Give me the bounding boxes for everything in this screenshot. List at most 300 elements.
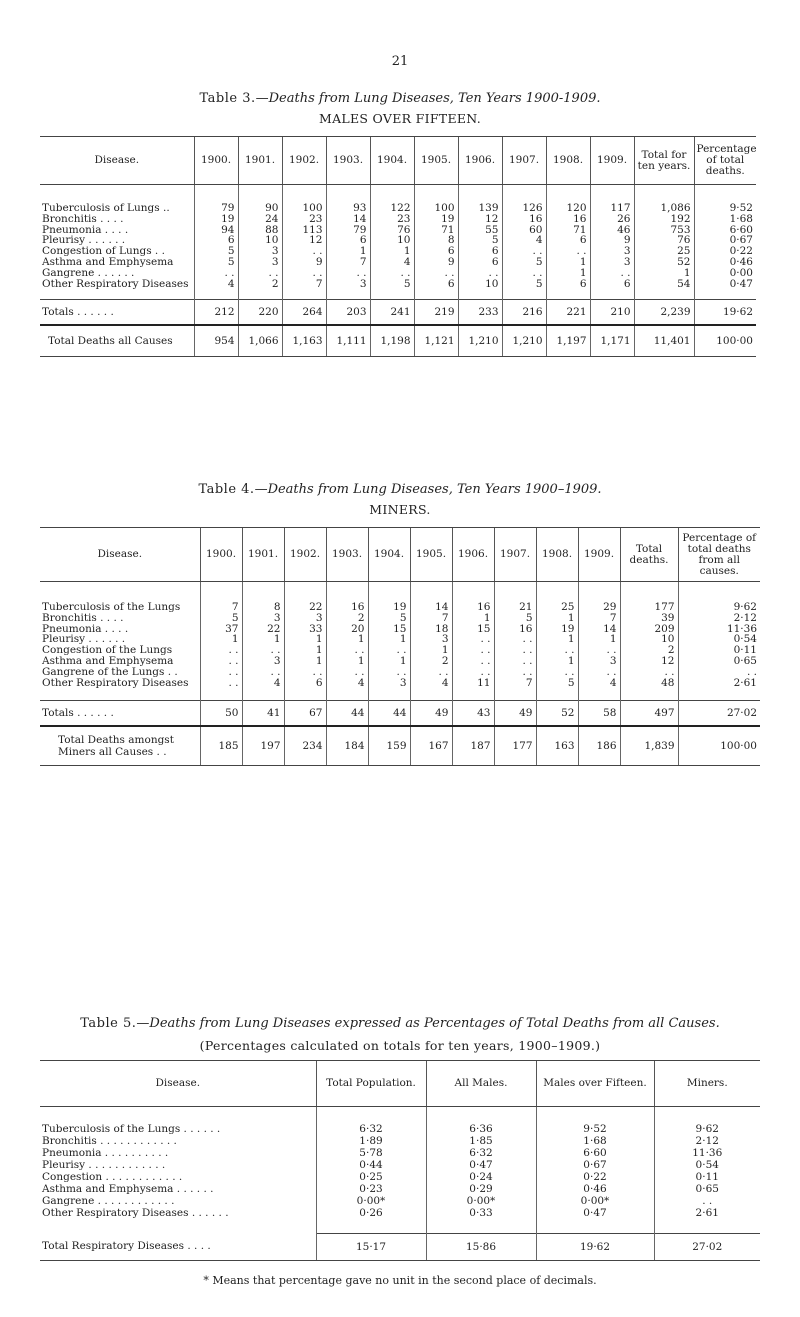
- table-cell: 6: [284, 678, 326, 689]
- table-cell: 0·00*: [426, 1195, 536, 1207]
- column-header: 1904.: [370, 137, 414, 185]
- table-cell: 71: [414, 225, 458, 236]
- table-cell: 79: [194, 203, 238, 214]
- table-cell: 221: [546, 300, 590, 326]
- table-cell: 0·00*: [316, 1195, 426, 1207]
- table-cell: 3: [238, 257, 282, 268]
- table-cell: 6: [326, 235, 370, 246]
- table-cell: 55: [458, 225, 502, 236]
- table-cell: . .: [620, 667, 678, 678]
- table-cell: 6·32: [316, 1123, 426, 1135]
- row-label: Tuberculosis of the Lungs . . . . . .: [42, 1123, 221, 1135]
- table-cell: . .: [200, 678, 242, 689]
- row-label: Pneumonia . . . .: [42, 223, 129, 236]
- table-cell: . .: [578, 645, 620, 656]
- table-cell: 0·11: [654, 1171, 760, 1183]
- table-cell: 11·36: [678, 624, 760, 635]
- table-cell: 16: [502, 214, 546, 225]
- table-cell: 1,171: [590, 325, 634, 357]
- table-cell: 16: [494, 624, 536, 635]
- table-cell: 100·00: [678, 726, 760, 766]
- table-cell: 2·61: [678, 678, 760, 689]
- spacer-cell: [326, 289, 370, 300]
- table-cell: 0·47: [426, 1159, 536, 1171]
- table-cell: 0·00*: [536, 1195, 654, 1207]
- table-cell: 2,239: [634, 300, 694, 326]
- spacer-cell: [536, 1219, 654, 1234]
- table-cell: . .: [194, 268, 238, 279]
- table-cell: 192: [634, 214, 694, 225]
- table-cell: 9·62: [654, 1123, 760, 1135]
- spacer-cell: [590, 185, 634, 204]
- column-header: 1902.: [282, 137, 326, 185]
- spacer-cell: [458, 289, 502, 300]
- table-cell: 1: [634, 268, 694, 279]
- table-cell: 0·24: [426, 1171, 536, 1183]
- table-cell: 79: [326, 225, 370, 236]
- table-cell: 4: [326, 678, 368, 689]
- table5-subtitle: (Percentages calculated on totals for ten years, 1900–1909.): [199, 1038, 601, 1053]
- table-cell: 1,198: [370, 325, 414, 357]
- table-cell: 7: [282, 279, 326, 290]
- table-cell: 76: [634, 235, 694, 246]
- row-label: Totals . . . . . .: [40, 300, 194, 326]
- row-label: Bronchitis . . . . . . . . . . . .: [42, 1135, 177, 1147]
- table-cell: 1,163: [282, 325, 326, 357]
- table-cell: 3: [326, 279, 370, 290]
- table-cell: 1,066: [238, 325, 282, 357]
- table-cell: 10: [620, 634, 678, 645]
- table-cell: 1: [284, 634, 326, 645]
- table-cell: . .: [282, 246, 326, 257]
- table-cell: 1: [326, 634, 368, 645]
- table-cell: . .: [414, 268, 458, 279]
- table5-title: —Deaths from Lung Diseases expressed as Percentages of Total Deaths from all Causes.: [136, 1016, 720, 1031]
- table-cell: 0·54: [654, 1159, 760, 1171]
- table-cell: 1·68: [694, 214, 756, 225]
- table-cell: 6: [458, 246, 502, 257]
- table-cell: 19: [368, 602, 410, 613]
- table-cell: . .: [546, 246, 590, 257]
- spacer-cell: [458, 185, 502, 204]
- table-cell: 21: [494, 602, 536, 613]
- table-cell: 0·67: [536, 1159, 654, 1171]
- table-cell: 10: [458, 279, 502, 290]
- table-cell: 1: [578, 634, 620, 645]
- table5-caption: [0, 1016, 800, 1031]
- table-cell: 11·36: [654, 1147, 760, 1159]
- table-cell: . .: [282, 268, 326, 279]
- spacer-cell: [326, 582, 368, 603]
- table-cell: . .: [494, 634, 536, 645]
- spacer-cell: [620, 688, 678, 701]
- table4-title: —Deaths from Lung Diseases, Ten Years 1900–1909.: [254, 482, 602, 497]
- row-label-line: Total Deaths amongst: [58, 734, 174, 747]
- spacer-cell: [40, 582, 200, 603]
- table-cell: 39: [620, 613, 678, 624]
- table-cell: 753: [634, 225, 694, 236]
- table-cell: 52: [536, 701, 578, 727]
- table-cell: . .: [678, 667, 760, 678]
- spacer-cell: [242, 688, 284, 701]
- table-cell: 5: [368, 613, 410, 624]
- table-cell: . .: [326, 667, 368, 678]
- table-cell: . .: [502, 246, 546, 257]
- row-label: Asthma and Emphysema: [42, 654, 174, 667]
- spacer-cell: [426, 1107, 536, 1124]
- table-cell: 5·78: [316, 1147, 426, 1159]
- spacer-cell: [284, 688, 326, 701]
- table-cell: 1,121: [414, 325, 458, 357]
- table-cell: 2·12: [678, 613, 760, 624]
- spacer-cell: [368, 582, 410, 603]
- table-cell: 12: [282, 235, 326, 246]
- table-cell: 22: [242, 624, 284, 635]
- table-cell: 1·68: [536, 1135, 654, 1147]
- table-cell: 3: [590, 246, 634, 257]
- table-row: [40, 613, 760, 624]
- table-cell: 6: [546, 235, 590, 246]
- table-cell: 12: [620, 656, 678, 667]
- table-cell: 10: [238, 235, 282, 246]
- table-cell: 0·47: [536, 1207, 654, 1219]
- spacer-row: [40, 1107, 760, 1124]
- table-cell: 1: [284, 645, 326, 656]
- table-cell: 6: [414, 246, 458, 257]
- all-causes-row: [40, 726, 760, 766]
- table3-header-row: [40, 137, 756, 185]
- column-header: Males over Fifteen.: [536, 1061, 654, 1107]
- table-row: [40, 1135, 760, 1147]
- table-cell: 33: [284, 624, 326, 635]
- spacer-cell: [536, 582, 578, 603]
- spacer-cell: [654, 1219, 760, 1234]
- totals-row: [40, 701, 760, 727]
- table-cell: 241: [370, 300, 414, 326]
- table-cell: 1,210: [458, 325, 502, 357]
- table-cell: . .: [410, 667, 452, 678]
- table-cell: 19: [194, 214, 238, 225]
- table-cell: 49: [410, 701, 452, 727]
- table-cell: 0·67: [694, 235, 756, 246]
- table-row: [40, 1123, 760, 1135]
- spacer-cell: [694, 289, 756, 300]
- table-cell: 212: [194, 300, 238, 326]
- table-row: [40, 268, 756, 279]
- table-cell: . .: [242, 645, 284, 656]
- table-cell: 0·26: [316, 1207, 426, 1219]
- column-header: Percentage of total deaths from all causes.: [678, 528, 760, 582]
- table-cell: 6·60: [694, 225, 756, 236]
- column-header: 1908.: [536, 528, 578, 582]
- spacer-cell: [694, 185, 756, 204]
- table-cell: 1: [546, 268, 590, 279]
- spacer-cell: [502, 289, 546, 300]
- table-cell: 7: [200, 602, 242, 613]
- table3-subtitle: MALES OVER FIFTEEN.: [318, 111, 482, 126]
- table-cell: 5: [536, 678, 578, 689]
- spacer-cell: [578, 688, 620, 701]
- column-header: 1902.: [284, 528, 326, 582]
- table-cell: 186: [578, 726, 620, 766]
- table-cell: 0·29: [426, 1183, 536, 1195]
- table-cell: 4: [370, 257, 414, 268]
- spacer-cell: [370, 185, 414, 204]
- spacer-cell: [238, 185, 282, 204]
- spacer-cell: [426, 1219, 536, 1234]
- table-cell: 71: [546, 225, 590, 236]
- table-cell: 9: [414, 257, 458, 268]
- table-cell: . .: [242, 667, 284, 678]
- spacer-cell: [370, 289, 414, 300]
- table-cell: 219: [414, 300, 458, 326]
- table-cell: 6: [590, 279, 634, 290]
- table-cell: 23: [282, 214, 326, 225]
- column-header: 1900.: [194, 137, 238, 185]
- row-label: Pneumonia . . . . . . . . . .: [42, 1147, 169, 1159]
- row-label: Pneumonia . . . .: [42, 622, 129, 635]
- table-cell: 2·61: [654, 1207, 760, 1219]
- row-label: Congestion of the Lungs: [42, 644, 173, 657]
- spacer-cell: [620, 582, 678, 603]
- row-label: Gangrene . . . . . . . . . . . .: [42, 1195, 175, 1207]
- table4: [40, 527, 760, 766]
- table-cell: . .: [200, 645, 242, 656]
- table-cell: 3: [284, 613, 326, 624]
- table-cell: 16: [326, 602, 368, 613]
- table-cell: . .: [654, 1195, 760, 1207]
- table-cell: 120: [546, 203, 590, 214]
- table-cell: 185: [200, 726, 242, 766]
- table-cell: 264: [282, 300, 326, 326]
- table-cell: . .: [590, 268, 634, 279]
- table-cell: 0·23: [316, 1183, 426, 1195]
- spacer-row: [40, 1219, 760, 1234]
- table-cell: . .: [502, 268, 546, 279]
- table-cell: 0·46: [694, 257, 756, 268]
- table-cell: 20: [326, 624, 368, 635]
- column-header: Total deaths.: [620, 528, 678, 582]
- column-header: 1907.: [502, 137, 546, 185]
- table-cell: 1,086: [634, 203, 694, 214]
- table-cell: 9·52: [536, 1123, 654, 1135]
- row-label: Bronchitis . . . .: [42, 611, 124, 624]
- table-cell: 88: [238, 225, 282, 236]
- spacer-cell: [678, 688, 760, 701]
- table-cell: 2·12: [654, 1135, 760, 1147]
- table-cell: 67: [284, 701, 326, 727]
- spacer-row: [40, 185, 756, 204]
- spacer-cell: [654, 1107, 760, 1124]
- table-cell: 163: [536, 726, 578, 766]
- table-cell: 15: [368, 624, 410, 635]
- spacer-cell: [282, 289, 326, 300]
- table-cell: 234: [284, 726, 326, 766]
- spacer-cell: [326, 185, 370, 204]
- spacer-cell: [452, 688, 494, 701]
- table-cell: 19: [414, 214, 458, 225]
- table-cell: 94: [194, 225, 238, 236]
- spacer-cell: [678, 582, 760, 603]
- spacer-cell: [414, 289, 458, 300]
- table-cell: . .: [370, 268, 414, 279]
- table-cell: 2: [410, 656, 452, 667]
- table-cell: 1,197: [546, 325, 590, 357]
- table-cell: 14: [326, 214, 370, 225]
- table4-caption: [0, 482, 800, 497]
- table-cell: 6: [458, 257, 502, 268]
- table-cell: 1: [536, 634, 578, 645]
- table4-header-row: [40, 528, 760, 582]
- table-cell: 44: [326, 701, 368, 727]
- column-header: Disease.: [40, 528, 200, 582]
- row-label: Other Respiratory Diseases: [42, 277, 189, 290]
- table-row: [40, 667, 760, 678]
- column-header: 1909.: [578, 528, 620, 582]
- table-cell: 1: [242, 634, 284, 645]
- spacer-row: [40, 289, 756, 300]
- spacer-cell: [634, 185, 694, 204]
- spacer-cell: [452, 582, 494, 603]
- table-cell: 167: [410, 726, 452, 766]
- table-row: [40, 678, 760, 689]
- table-cell: 122: [370, 203, 414, 214]
- table-cell: 76: [370, 225, 414, 236]
- table-row: [40, 1207, 760, 1219]
- table-cell: 8: [414, 235, 458, 246]
- row-label: [40, 726, 200, 766]
- row-label: Other Respiratory Diseases . . . . . .: [42, 1207, 229, 1219]
- spacer-cell: [536, 1107, 654, 1124]
- column-header: 1906.: [452, 528, 494, 582]
- column-header: Total Population.: [316, 1061, 426, 1107]
- table-row: [40, 1183, 760, 1195]
- table5: [40, 1060, 760, 1261]
- totals-row: [40, 300, 756, 326]
- column-header: 1908.: [546, 137, 590, 185]
- footnote: * Means that percentage gave no unit in the second place of decimals.: [203, 1274, 597, 1287]
- table-cell: 41: [242, 701, 284, 727]
- table-cell: 0·65: [678, 656, 760, 667]
- spacer-cell: [546, 185, 590, 204]
- spacer-cell: [40, 289, 194, 300]
- spacer-cell: [590, 289, 634, 300]
- table-cell: 1: [370, 246, 414, 257]
- totals-row: [40, 1234, 760, 1261]
- spacer-cell: [494, 582, 536, 603]
- table-cell: 27·02: [678, 701, 760, 727]
- table-cell: 100·00: [694, 325, 756, 357]
- table-cell: 0·11: [678, 645, 760, 656]
- table-cell: . .: [452, 656, 494, 667]
- column-header: 1903.: [326, 528, 368, 582]
- table-cell: 100: [414, 203, 458, 214]
- table-cell: 3: [242, 613, 284, 624]
- table-cell: 0·47: [694, 279, 756, 290]
- table-cell: 1: [326, 246, 370, 257]
- table-cell: 0·54: [678, 634, 760, 645]
- table-cell: 16: [452, 602, 494, 613]
- spacer-cell: [546, 289, 590, 300]
- spacer-cell: [316, 1107, 426, 1124]
- table-cell: 25: [536, 602, 578, 613]
- table-cell: 0·44: [316, 1159, 426, 1171]
- row-label: Total Respiratory Diseases . . . .: [40, 1234, 316, 1261]
- column-header: 1906.: [458, 137, 502, 185]
- table-cell: 19: [536, 624, 578, 635]
- table-cell: 15·17: [316, 1234, 426, 1261]
- table-cell: 0·22: [694, 246, 756, 257]
- table-cell: 6·36: [426, 1123, 536, 1135]
- table-cell: . .: [368, 645, 410, 656]
- table-row: [40, 1195, 760, 1207]
- table-cell: 2: [326, 613, 368, 624]
- table-cell: 49: [494, 701, 536, 727]
- table-cell: 7: [410, 613, 452, 624]
- table4-label: Table 4.: [198, 482, 255, 497]
- table-cell: . .: [200, 667, 242, 678]
- table-cell: 1,111: [326, 325, 370, 357]
- spacer-cell: [536, 688, 578, 701]
- table3-label: Table 3.: [199, 91, 256, 106]
- spacer-cell: [200, 582, 242, 603]
- spacer-cell: [634, 289, 694, 300]
- table-cell: 15: [452, 624, 494, 635]
- column-header: 1901.: [238, 137, 282, 185]
- table-cell: . .: [452, 667, 494, 678]
- table-cell: 2: [620, 645, 678, 656]
- spacer-cell: [40, 1107, 316, 1124]
- table-cell: 16: [546, 214, 590, 225]
- table-cell: 4: [242, 678, 284, 689]
- spacer-cell: [40, 1219, 316, 1234]
- table-cell: 0·22: [536, 1171, 654, 1183]
- table-cell: 210: [590, 300, 634, 326]
- table3-title: —Deaths from Lung Diseases, Ten Years 1900-1909.: [255, 91, 601, 106]
- table-cell: 1·85: [426, 1135, 536, 1147]
- spacer-cell: [284, 582, 326, 603]
- row-label: Totals . . . . . .: [40, 701, 200, 727]
- table-cell: 126: [502, 203, 546, 214]
- table-cell: 19·62: [536, 1234, 654, 1261]
- spacer-row: [40, 582, 760, 603]
- table-cell: 203: [326, 300, 370, 326]
- row-label: Pleurisy . . . . . .: [42, 234, 126, 247]
- table-cell: 29: [578, 602, 620, 613]
- table-cell: 9·62: [678, 602, 760, 613]
- table-cell: 209: [620, 624, 678, 635]
- table-cell: 2: [238, 279, 282, 290]
- table-cell: 1·89: [316, 1135, 426, 1147]
- spacer-cell: [578, 582, 620, 603]
- column-header: 1907.: [494, 528, 536, 582]
- row-label: Total Deaths all Causes: [40, 325, 194, 357]
- table-cell: 6: [194, 235, 238, 246]
- table-row: [40, 279, 756, 290]
- table-cell: 184: [326, 726, 368, 766]
- table-cell: 100: [282, 203, 326, 214]
- table-row: [40, 1171, 760, 1183]
- table-cell: 117: [590, 203, 634, 214]
- table-cell: 44: [368, 701, 410, 727]
- row-label: Gangrene of the Lungs . .: [42, 665, 178, 678]
- spacer-row: [40, 688, 760, 701]
- table-cell: 220: [238, 300, 282, 326]
- spacer-cell: [494, 688, 536, 701]
- table-cell: 46: [590, 225, 634, 236]
- table-cell: 4: [410, 678, 452, 689]
- table-cell: 11,401: [634, 325, 694, 357]
